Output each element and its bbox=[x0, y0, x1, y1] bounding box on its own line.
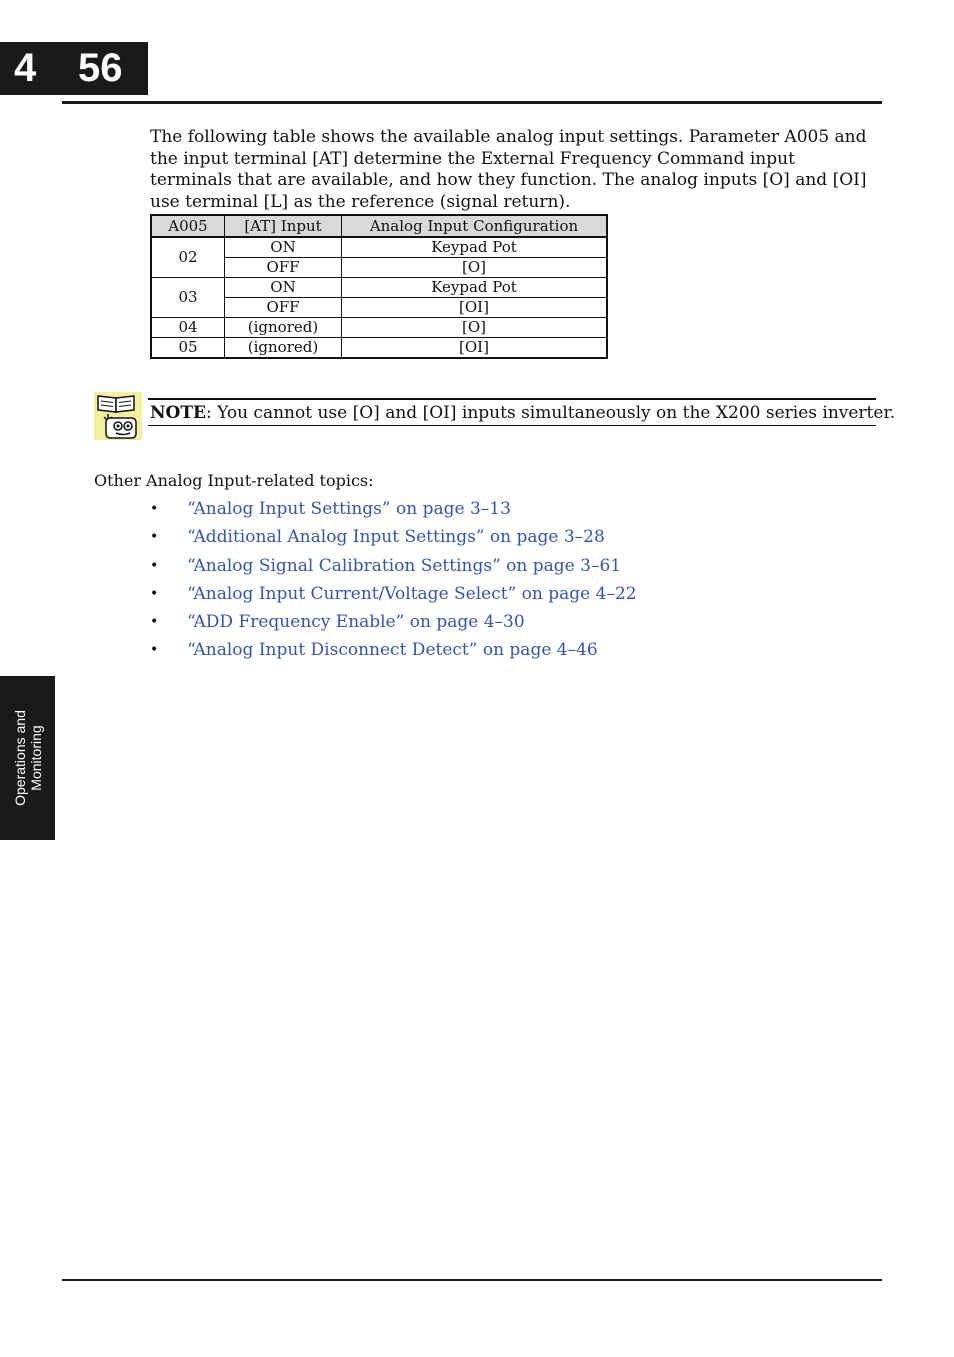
cell-a005: 02 bbox=[151, 237, 225, 278]
cell-config: [O] bbox=[342, 318, 608, 338]
topic-link[interactable]: “Analog Signal Calibration Settings” on page 3–61 bbox=[187, 555, 622, 576]
cell-a005: 04 bbox=[151, 318, 225, 338]
bullet: • bbox=[150, 614, 159, 631]
header-config: Analog Input Configuration bbox=[342, 215, 608, 237]
topic-link[interactable]: “Additional Analog Input Settings” on page 3–28 bbox=[187, 527, 605, 548]
note-rule-bottom bbox=[148, 425, 876, 426]
chapter-side-tab bbox=[0, 676, 55, 840]
table-row bbox=[151, 338, 607, 359]
cell-a005: 03 bbox=[151, 278, 225, 318]
footer-rule bbox=[62, 1279, 882, 1281]
cell-config: Keypad Pot bbox=[342, 278, 608, 298]
note-book-reader-icon bbox=[94, 392, 142, 440]
table-row bbox=[151, 237, 607, 258]
cell-config: [O] bbox=[342, 258, 608, 278]
header-at-input: [AT] Input bbox=[225, 215, 342, 237]
table-header-row bbox=[151, 215, 607, 237]
analog-input-settings-table bbox=[150, 214, 608, 359]
note-text bbox=[150, 402, 895, 424]
cell-at: (ignored) bbox=[225, 338, 342, 359]
side-tab-line-2: Monitoring bbox=[27, 725, 44, 791]
cell-at: ON bbox=[225, 237, 342, 258]
cell-at: OFF bbox=[225, 298, 342, 318]
note-body: : You cannot use [O] and [OI] inputs simultaneously on the X200 series inverter. bbox=[205, 403, 896, 423]
page-number: 56 bbox=[78, 46, 123, 90]
cell-at: OFF bbox=[225, 258, 342, 278]
cell-config: [OI] bbox=[342, 298, 608, 318]
cell-a005: 05 bbox=[151, 338, 225, 359]
topic-link[interactable]: “Analog Input Settings” on page 3–13 bbox=[187, 499, 511, 519]
header-a005: A005 bbox=[151, 215, 225, 237]
note-rule-top bbox=[148, 398, 876, 400]
page-number-tab bbox=[0, 42, 148, 95]
topics-heading: Other Analog Input-related topics: bbox=[94, 471, 374, 490]
cell-at: (ignored) bbox=[225, 318, 342, 338]
cell-config: [OI] bbox=[342, 338, 608, 359]
bullet: • bbox=[150, 642, 159, 659]
header-rule bbox=[62, 101, 882, 104]
bullet: • bbox=[150, 557, 159, 574]
note-label: NOTE bbox=[150, 403, 206, 423]
topic-link[interactable]: “Analog Input Disconnect Detect” on page 4–46 bbox=[187, 640, 598, 661]
side-tab-line-1: Operations and bbox=[11, 710, 28, 806]
bullet: • bbox=[150, 501, 159, 517]
table-row bbox=[151, 278, 607, 298]
bullet: • bbox=[150, 585, 159, 602]
intro-paragraph: The following table shows the available analog input settings. Parameter A005 and the input terminal [AT] determine the External Frequency Command input terminals that are available, and how they function. The analog inputs [O] and [OI] use terminal [L] as the reference (signal return). bbox=[150, 127, 867, 212]
topic-link[interactable]: “Analog Input Current/Voltage Select” on page 4–22 bbox=[187, 583, 637, 604]
cell-config: Keypad Pot bbox=[342, 237, 608, 258]
bullet: • bbox=[150, 529, 159, 546]
side-tab-label bbox=[12, 710, 44, 806]
chapter-number: 4 bbox=[14, 46, 37, 90]
table-row bbox=[151, 318, 607, 338]
cell-at: ON bbox=[225, 278, 342, 298]
topic-link[interactable]: “ADD Frequency Enable” on page 4–30 bbox=[187, 612, 525, 633]
